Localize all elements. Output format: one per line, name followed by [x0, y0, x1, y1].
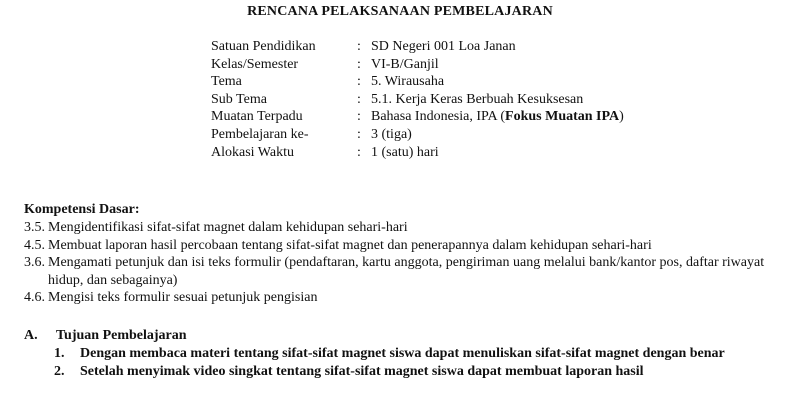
list-item — [24, 254, 794, 289]
info-row — [211, 56, 771, 74]
list-item-text: Membuat laporan hasil percobaan tentang sifat-sifat magnet dan penerapannya dalam kehidupan sehari-hari — [48, 237, 652, 253]
info-value: 5.1. Kerja Keras Berbuah Kesuksesan — [371, 91, 584, 107]
info-separator: : — [357, 39, 361, 54]
info-row — [211, 108, 771, 126]
info-value-text: Bahasa Indonesia, IPA ( — [371, 109, 506, 125]
tujuan-list — [54, 345, 794, 380]
info-value-bold: Fokus Muatan IPA — [505, 109, 620, 125]
tujuan-heading — [24, 328, 187, 344]
info-value: 5. Wirausaha — [371, 74, 445, 90]
list-item-number: 3.6. — [24, 255, 45, 271]
info-separator: : — [357, 144, 361, 160]
list-item-number: 1. — [54, 346, 65, 361]
info-row — [211, 144, 771, 162]
list-item-text: Dengan membaca materi tentang sifat-sifat magnet siswa dapat menuliskan sifat-sifat magnet dengan benar — [80, 346, 725, 361]
list-item-text: Mengidentifikasi sifat-sifat magnet dalam kehidupan sehari-hari — [48, 220, 408, 235]
info-value: 3 (tiga) — [371, 126, 412, 142]
info-row — [211, 126, 771, 144]
list-item-text: Mengamati petunjuk dan isi teks formulir (pendaftaran, kartu anggota, pengiriman uang melalui bank/kantor pos, daftar riwayat hidup, dan sebagainya) — [48, 255, 765, 288]
list-item-number: 4.5. — [24, 237, 45, 253]
info-separator: : — [357, 109, 361, 125]
info-label: Tema — [211, 74, 242, 90]
list-item-number: 2. — [54, 363, 65, 379]
list-item-text: Setelah menyimak video singkat tentang sifat-sifat magnet siswa dapat membuat laporan hasil — [80, 363, 644, 379]
list-item — [24, 289, 794, 307]
section-letter: A. — [24, 328, 38, 343]
info-value: SD Negeri 001 Loa Janan — [371, 39, 516, 54]
list-item — [24, 237, 794, 255]
info-label: Satuan Pendidikan — [211, 39, 316, 54]
list-item-number: 4.6. — [24, 290, 45, 306]
info-value — [371, 108, 624, 126]
section-title: Tujuan Pembelajaran — [56, 328, 187, 343]
info-value: VI-B/Ganjil — [371, 56, 439, 72]
kompetensi-list — [24, 219, 794, 307]
info-table — [211, 38, 771, 161]
list-item-number: 3.5. — [24, 220, 45, 235]
info-label: Alokasi Waktu — [211, 144, 294, 160]
info-row — [211, 73, 771, 91]
info-row — [211, 91, 771, 109]
info-separator: : — [357, 74, 361, 90]
kompetensi-heading: Kompetensi Dasar: — [24, 202, 140, 217]
info-separator: : — [357, 91, 361, 107]
list-item — [54, 345, 794, 363]
list-item — [54, 363, 794, 381]
list-item — [24, 219, 794, 237]
info-label: Muatan Terpadu — [211, 109, 303, 125]
info-separator: : — [357, 126, 361, 142]
info-row — [211, 38, 771, 56]
list-item-text: Mengisi teks formulir sesuai petunjuk pengisian — [48, 290, 318, 306]
info-value-tail: ) — [619, 109, 624, 125]
document-title: RENCANA PELAKSANAAN PEMBELAJARAN — [247, 4, 553, 19]
info-value: 1 (satu) hari — [371, 144, 439, 160]
info-label: Sub Tema — [211, 91, 267, 107]
info-label: Pembelajaran ke- — [211, 126, 309, 142]
info-separator: : — [357, 56, 361, 72]
info-label: Kelas/Semester — [211, 56, 299, 72]
